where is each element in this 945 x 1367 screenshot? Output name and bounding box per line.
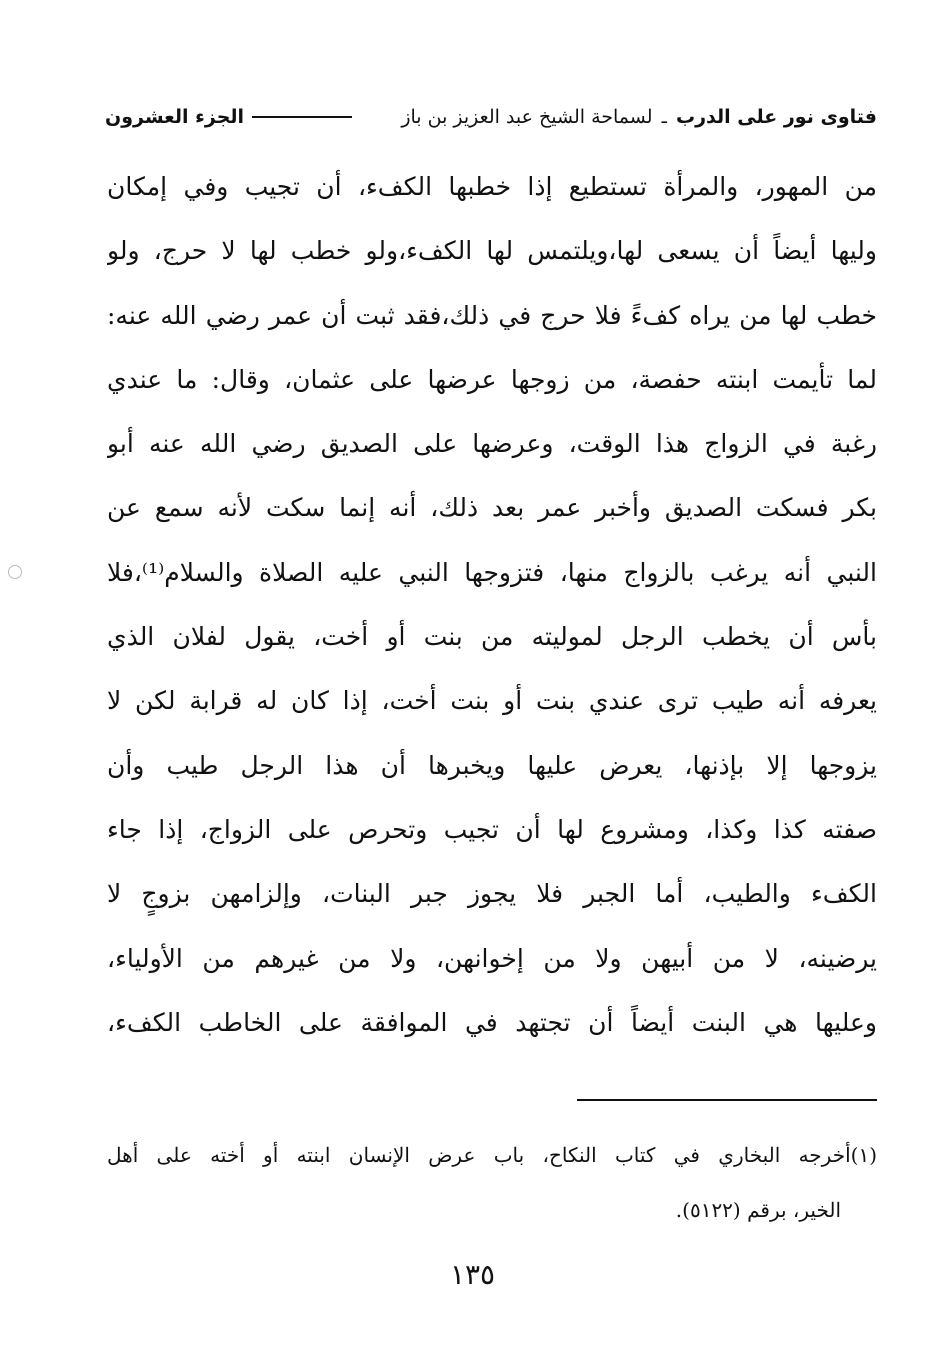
header-author: لسماحة الشيخ عبد العزيز بن باز	[401, 106, 653, 128]
body-line: لما تأيمت ابنته حفصة، من زوجها عرضها على عثمان، وقال: ما عندي	[107, 364, 877, 394]
running-header	[105, 100, 877, 134]
header-book-title: فتاوى نور على الدرب	[676, 106, 877, 128]
header-title-group	[401, 106, 877, 128]
body-line: رغبة في الزواج هذا الوقت، وعرضها على الصديق رضي الله عنه أبو	[107, 429, 877, 459]
footnote-line: (١)أخرجه البخاري في كتاب النكاح، باب عرض الإنسان ابنته أو أخته على أهل	[107, 1143, 877, 1167]
body-line: وليها أيضاً أن يسعى لها،ويلتمس لها الكفء،ولو خطب لها لا حرج، ولو	[107, 236, 877, 266]
page-number: ١٣٥	[449, 1258, 496, 1291]
body-line: بكر فسكت الصديق وأخبر عمر بعد ذلك، أنه إنما سكت لأنه سمع عن	[107, 493, 877, 523]
header-volume-group	[105, 106, 360, 128]
body-line: وعليها هي البنت أيضاً أن تجتهد في الموافقة على الخاطب الكفء،	[107, 1007, 877, 1037]
header-rule	[252, 116, 352, 118]
footnote	[107, 1128, 877, 1238]
body-line: يعرفه أنه طيب ترى عندي بنت أو بنت أخت، إذا كان له قرابة لكن لا	[107, 686, 877, 716]
body-text	[107, 155, 877, 1055]
body-line: من المهور، والمرأة تستطيع إذا خطبها الكفء، أن تجيب وفي إمكان	[107, 172, 877, 201]
footnote-line: الخير، برقم (٥١٢٢).	[675, 1198, 841, 1222]
margin-mark	[8, 565, 22, 579]
body-line: صفته كذا وكذا، ومشروع لها أن تجيب وتحرص على الزواج، إذا جاء	[107, 814, 877, 844]
body-line: يزوجها إلا بإذنها، يعرض عليها ويخبرها أن هذا الرجل طيب وأن	[107, 750, 877, 780]
header-volume: الجزء العشرون	[105, 106, 245, 128]
body-line: النبي أنه يرغب بالزواج منها، فتزوجها النبي عليه الصلاة والسلام⁽¹⁾،فلا	[107, 557, 877, 587]
body-line: بأس أن يخطب الرجل لموليته من بنت أو أخت، يقول لفلان الذي	[107, 622, 877, 652]
header-separator: ـ	[661, 107, 667, 128]
body-line: الكفء والطيب، أما الجبر فلا يجوز جبر البنات، وإلزامهن بزوجٍ لا	[107, 879, 877, 909]
footnote-divider	[577, 1099, 877, 1101]
body-line: خطب لها من يراه كفءً فلا حرج في ذلك،فقد ثبت أن عمر رضي الله عنه:	[107, 300, 877, 330]
body-line: يرضينه، لا من أبيهن ولا من إخوانهن، ولا من غيرهم من الأولياء،	[107, 943, 877, 973]
